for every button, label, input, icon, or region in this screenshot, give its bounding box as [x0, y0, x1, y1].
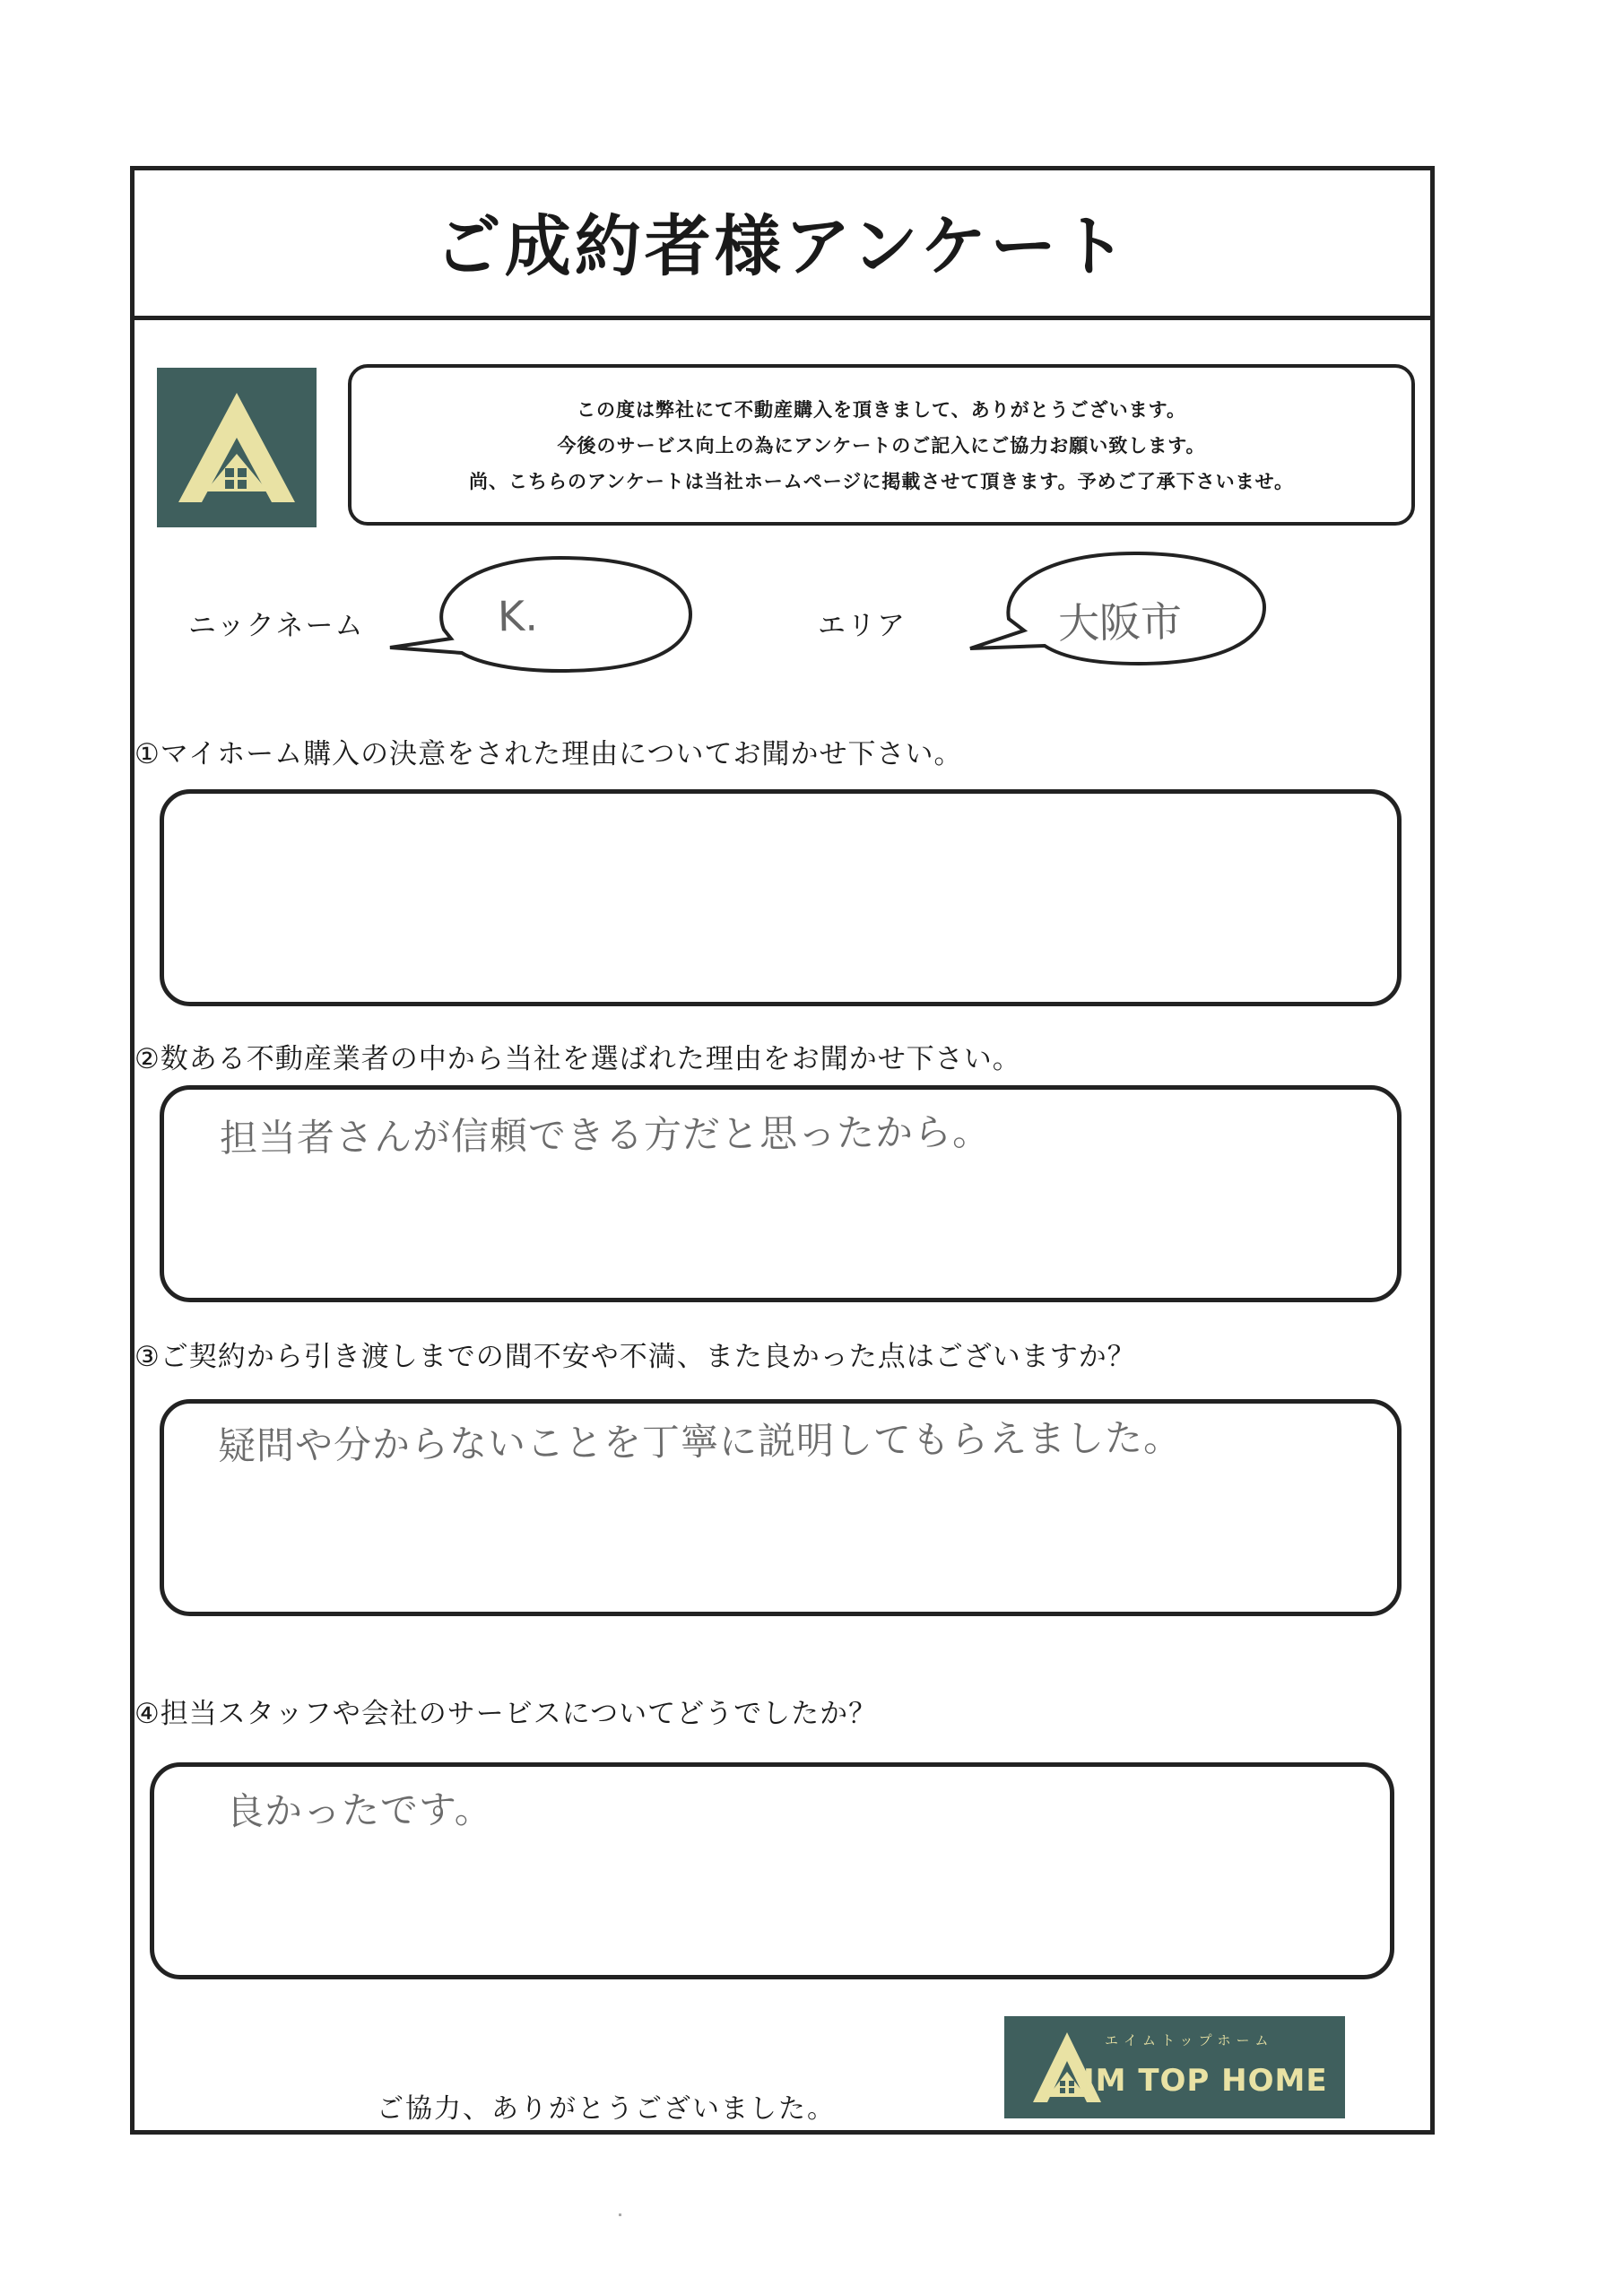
nickname-speech-bubble: [381, 547, 704, 682]
title-bar: [130, 166, 1435, 320]
question-4-label: ④担当スタッフや会社のサービスについてどうでしたか？: [135, 1698, 878, 1730]
answer-2-box[interactable]: [160, 1085, 1402, 1302]
brand-name: IM TOP HOME: [1083, 2063, 1328, 2099]
closing-message: ご協力、ありがとうございました。: [377, 2093, 836, 2125]
area-label: エリア: [818, 610, 907, 642]
intro-line: この度は弊社にて不動産購入を頂きまして、ありがとうございます。: [577, 399, 1186, 421]
page-title: ご成約者様アンケート: [434, 207, 1131, 285]
company-logo: [157, 368, 317, 527]
nickname-label: ニックネーム: [188, 610, 365, 642]
answer-3-text: 疑問や分からないことを丁寧に説明してもらえました。: [217, 1415, 1183, 1468]
question-2-label: ②数ある不動産業者の中から当社を選ばれた理由をお聞かせ下さい。: [135, 1043, 1021, 1075]
answer-2-text: 担当者さんが信頼できる方だと思ったから。: [219, 1109, 992, 1161]
intro-line: 今後のサービス向上の為にアンケートのご記入にご協力お願い致します。: [557, 435, 1206, 457]
answer-3-box[interactable]: [160, 1399, 1402, 1616]
intro-line: 尚、こちらのアンケートは当社ホームページに掲載させて頂きます。予めご了承下さいませ。: [468, 471, 1294, 492]
answer-4-text: 良かったです。: [225, 1787, 493, 1834]
brand-kana: エイムトップホーム: [1105, 2032, 1274, 2048]
area-value: 大阪市: [1057, 596, 1183, 648]
intro-message-box: [348, 364, 1415, 526]
question-3-label: ③ご契約から引き渡しまでの間不安や不満、また良かった点はございますか？: [135, 1341, 1136, 1373]
answer-1-box[interactable]: [160, 789, 1402, 1006]
house-a-icon: [157, 368, 317, 527]
question-1-label: ①マイホーム購入の決意をされた理由についてお聞かせ下さい。: [135, 738, 963, 770]
brand-logo: [1004, 2016, 1345, 2118]
nickname-value: K.: [497, 591, 539, 641]
scan-speck: [619, 2213, 621, 2216]
answer-4-box[interactable]: [150, 1762, 1394, 1979]
